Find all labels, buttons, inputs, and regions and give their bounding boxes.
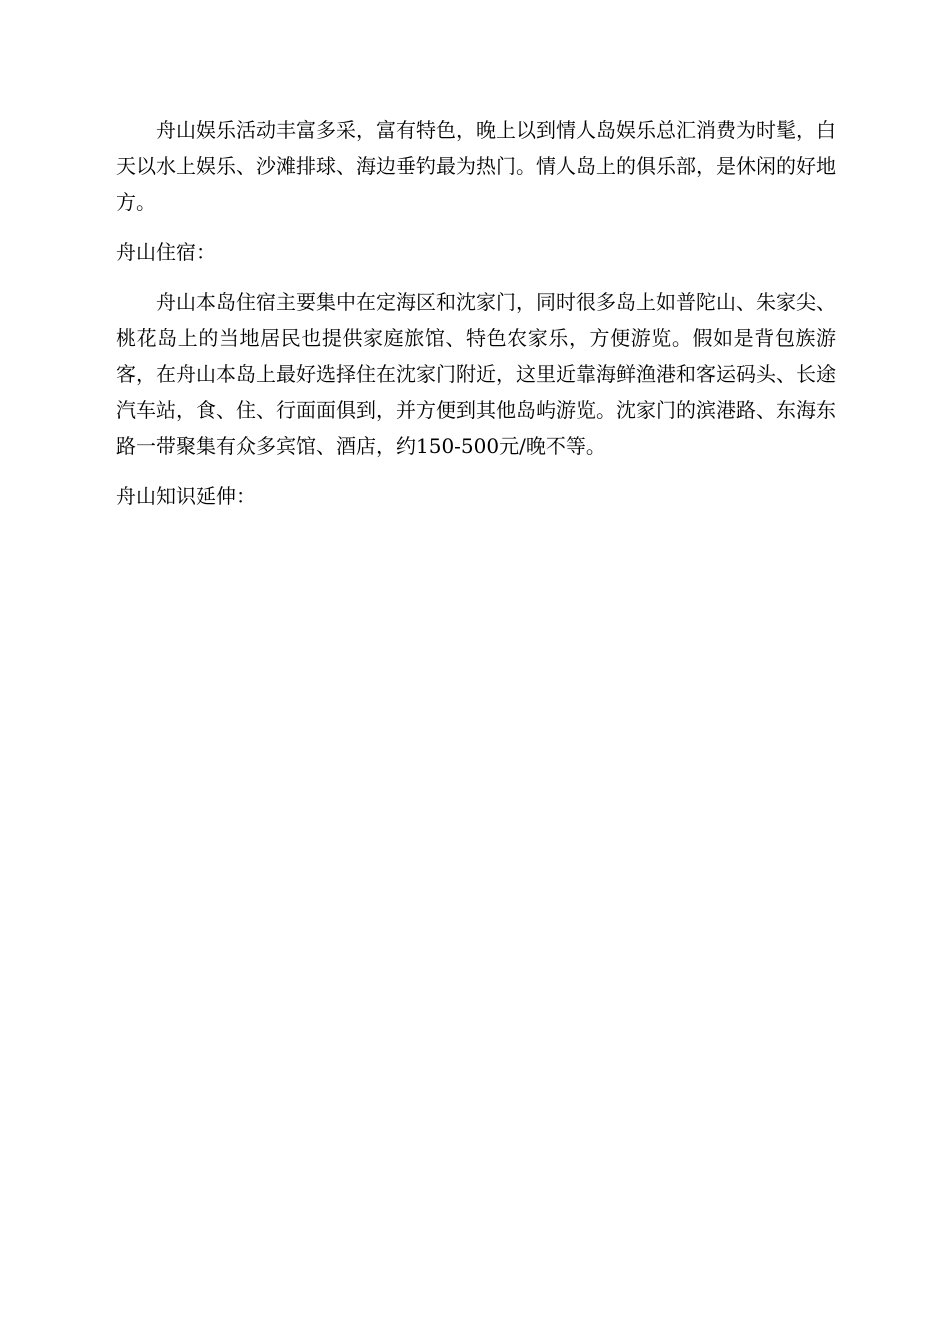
document-body xyxy=(116,112,836,514)
knowledge-extension-heading: 舟山知识延伸： xyxy=(116,484,256,508)
accommodation-heading: 舟山住宿： xyxy=(116,240,216,264)
entertainment-paragraph: 舟山娱乐活动丰富多采，富有特色，晚上以到情人岛娱乐总汇消费为时髦，白天以水上娱乐、沙滩排球、海边垂钓最为热门。情人岛上的俱乐部，是休闲的好地方。 xyxy=(116,118,836,214)
accommodation-paragraph: 舟山本岛住宿主要集中在定海区和沈家门，同时很多岛上如普陀山、朱家尖、桃花岛上的当地居民也提供家庭旅馆、特色农家乐，方便游览。假如是背包族游客，在舟山本岛上最好选择住在沈家门附近，这里近靠海鲜渔港和客运码头、长途汽车站，食、住、行面面俱到，并方便到其他岛屿游览。沈家门的滨港路、东海东路一带聚集有众多宾馆、酒店，约150-500元/晚不等。 xyxy=(116,290,836,458)
